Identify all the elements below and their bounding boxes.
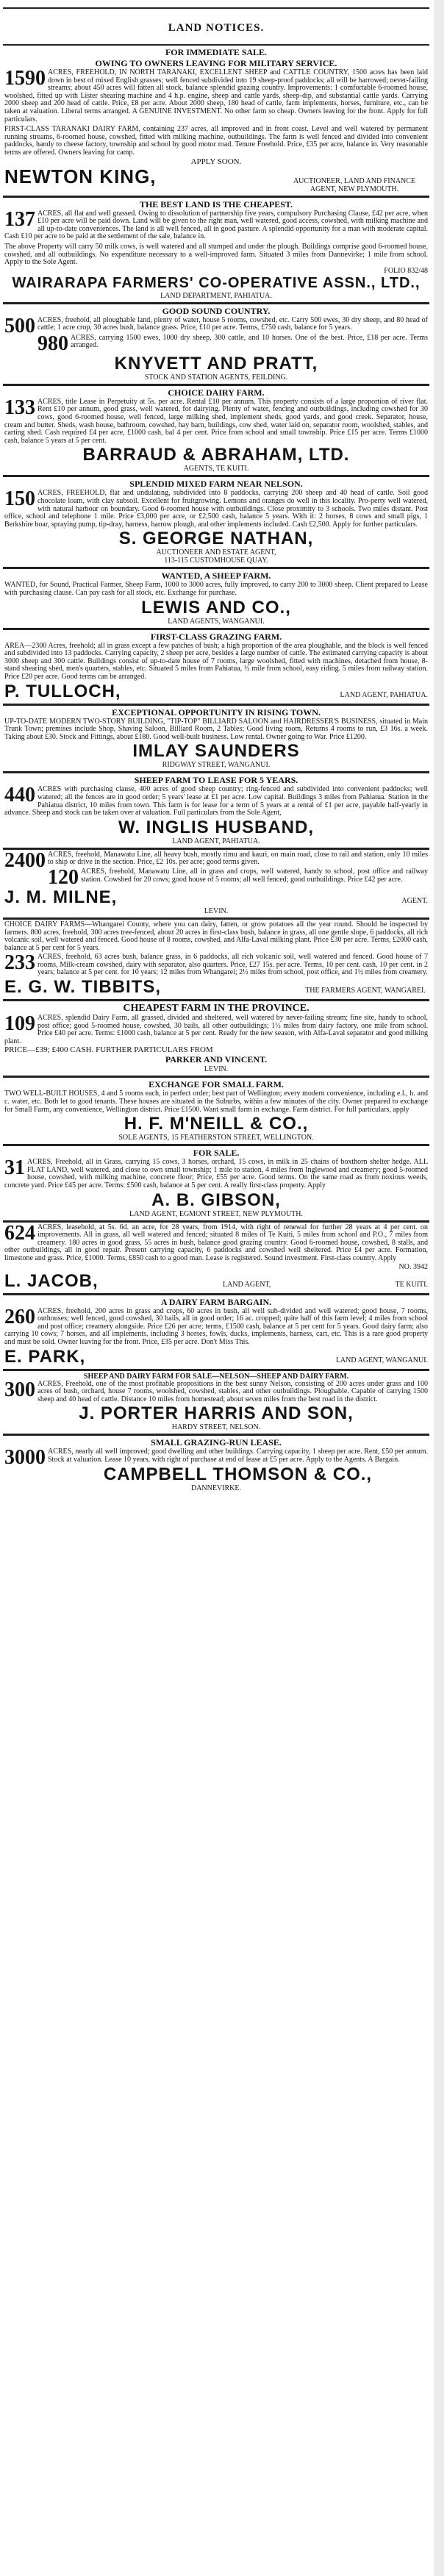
firm-description: AUCTIONEER AND ESTATE AGENT, bbox=[156, 548, 276, 557]
acreage-figure: 624 bbox=[4, 1221, 35, 1245]
acreage-figure: 137 bbox=[4, 207, 35, 231]
ad-body bbox=[4, 487, 428, 529]
ad-lewis-co bbox=[3, 569, 429, 629]
ad-body-text: ACRES, title Lease in Perpetuity at 5s. per acre. Rental £10 per annum. This property consists of a large proportion of river flat. Rent £10 per annum, good grass, well watered, for dairying. Plenty of water, fencing and outbuildings, including cowshed for 30 cows, good 6-roomed house, well fenced, large milking shed, implement sheds, good yards, and good creek. Separator, house, cream and butter. Sheds, wash house, bathroom, cowshed, hay barn, buildings, cow shed, water laid on, separator room, woolshed, stables, and carting shed. Cash required £4 per acre, £1000 cash, bal 4 per cent. Price from school and small township. Price £15 per acre. Terms £1000 cash, balance 5 years at 5 per cent. bbox=[4, 397, 428, 445]
ad-heading: A DAIRY FARM BARGAIN. bbox=[160, 1296, 272, 1307]
firm-description: LAND AGENT, bbox=[222, 1280, 271, 1289]
ad-body-text: ACRES, leasehold, at 5s. 6d. an acre, for 28 years, from 1914, with right of renewal for further 28 years at 4 per cent. on improvements. All in grass, all well watered and fenced; situated 8 miles of Te Kuiti, 5 miles from school and P.O., 7 miles from creamery. 180 acres in good grass, 55 acres in bush, balance good grazing country. Good 6-roomed house, cowshed, 8 stalls, and other outbuildings, all in good repair. Present carrying capacity, 6 paddocks and cowshed well sheltered. Price £4 per acre. Formation, limestone and grass. Price, £1000. Terms, £850 cash to a good man. Lease is registered. Sound investment. First-class country. Apply bbox=[4, 1223, 428, 1262]
firm-name: IMLAY SAUNDERS bbox=[132, 741, 300, 762]
price-line: PRICE—£39; £400 CASH. FURTHER PARTICULARS FROM bbox=[4, 1045, 213, 1055]
ad-imlay-saunders bbox=[3, 706, 429, 774]
firm-description: LAND AGENT, PAHIATUA. bbox=[340, 690, 428, 699]
firm-name: E. PARK, bbox=[4, 1346, 86, 1367]
firm-name: LEWIS AND CO., bbox=[141, 597, 291, 618]
firm-description: LAND AGENT, WANGANUI. bbox=[335, 1356, 428, 1364]
acreage-figure: 150 bbox=[4, 487, 35, 511]
newspaper-column bbox=[3, 0, 429, 2576]
ad-subheading: OWING TO OWNERS LEAVING FOR MILITARY SERVICE. bbox=[95, 58, 337, 68]
ad-body: WANTED, for Sound, Practical Farmer, Sheep Farm, 1000 to 3000 acres, fully improved, to carry 200 to 3000 sheep. Client prepared to Lease with purchasing clause. Can pay cash for all stock, etc. Exchange for purchase. bbox=[4, 581, 428, 597]
ad-jacob bbox=[3, 1223, 429, 1295]
firm-row bbox=[4, 887, 428, 907]
firm-description: LAND AGENT, PAHIATUA. bbox=[172, 837, 260, 845]
ad-heading: GOOD SOUND COUNTRY. bbox=[162, 305, 271, 316]
firm-name: WAIRARAPA FARMERS' CO-OPERATIVE ASSN., LTD., bbox=[12, 274, 421, 291]
firm-town: LEVIN. bbox=[204, 906, 229, 915]
ad-body-text: ACRES, splendid Dairy Farm, all grassed, divided and sheltered, well watered by never-failing stream; fine site, handy to school, post office; good 5-roomed house, cowshed, 30 bails, all other outbuildings; 1½ miles from dairy factory, one mile from school. Price £40 per acre. Terms: £1000 cash, balance at 5 per cent. Ready for the new season, with Alfa-Laval separator and good milking plant. bbox=[4, 1014, 428, 1045]
firm-name: W. INGLIS HUSBAND, bbox=[118, 817, 314, 837]
firm-address: 113-115 CUSTOMHOUSE QUAY. bbox=[164, 557, 268, 565]
firm-description: STOCK AND STATION AGENTS, FEILDING. bbox=[144, 373, 288, 382]
firm-row bbox=[4, 1271, 428, 1291]
firm-row bbox=[4, 977, 428, 997]
ad-heading: FOR IMMEDIATE SALE. bbox=[165, 47, 268, 57]
ad-tibbits bbox=[3, 920, 429, 1001]
ad-body-text: ACRES, FREEHOLD, flat and undulating, subdivided into 8 paddocks, carrying 200 sheep and 40 head of cattle. Soil good chocolate loam, with clay subsoil. Excellent for fruitgrowing. Lemons and oranges do well in this locality. Pro-perty well watered, with natural harbour on boundary. Good 6-roomed house with outbuildings. Close proximity to 3 schools. Two miles distant. Post office, school and telephone 1 mile. Price £3,000 per acre, or £2,500 cash, balance 5 years. With it: 2 horses, 8 cows and small pigs, 1 Berkshire boar, spraying pump, tip-dray, harness, harrow plough, and other implements included. Cash £2,500. Apply for further particulars. bbox=[4, 489, 428, 529]
firm-description: AGENTS, TE KUITI. bbox=[183, 465, 249, 473]
acreage-figure: 3000 bbox=[4, 1446, 46, 1470]
firm-name: E. G. W. TIBBITS, bbox=[4, 977, 162, 998]
folio-ref: FOLIO 832/48 bbox=[384, 266, 428, 275]
ad-heading: THE BEST LAND IS THE CHEAPEST. bbox=[139, 198, 293, 210]
ad-wairarapa bbox=[3, 198, 429, 304]
ad-body bbox=[4, 1012, 428, 1045]
firm-town: TE KUITI. bbox=[395, 1280, 428, 1289]
ad-body bbox=[4, 69, 428, 124]
ad-body-secondary bbox=[4, 865, 428, 889]
firm-description: LAND AGENTS, WANGANUI. bbox=[168, 617, 265, 626]
ad-gibson bbox=[3, 1146, 429, 1222]
ad-body: CHOICE DAIRY FARMS—Whangarei County, where you can dairy, fatten, or grow potatoes all the year round. Should be inspected by farmers. 800 acres, freehold, 300 acres tree-fenced, about 20 acres in first-class bush, balance in grass, all one gentle slope, 6 paddocks, all rich volcanic soil, well watered and fenced. Good house of 8 rooms, cowshed, and Alfa-Laval milking plant. Price £30 per acre. Terms, £2000 cash, balance at 5 per cent for 5 years. bbox=[4, 920, 428, 952]
ad-heading: CHOICE DAIRY FARM. bbox=[168, 387, 265, 398]
ad-body bbox=[4, 1378, 428, 1404]
firm-row bbox=[4, 166, 428, 193]
ad-body-text: ACRES, all flat and well grassed. Owing to dissolution of partnership five years, compulsory Purchasing Clause, £42 per acre, when £10 per acre will be paid down. Land will be given to the right man, well watered, good access, cowshed, with milking machine and all up-to-date conveniences. The land is all well fenced, all in good pasture. A splendid opportunity for a man with moderate capital. Cash £10 per acre to be paid at the settlement of the sale, balance in. bbox=[4, 209, 429, 241]
ad-mneill bbox=[3, 1078, 429, 1146]
firm-town: DANNEVIRKE. bbox=[190, 1484, 242, 1492]
acreage-figure: 120 bbox=[48, 865, 79, 889]
ad-body-text: ACRES, FREEHOLD, IN NORTH TARANAKI, EXCELLENT SHEEP and CATTLE COUNTRY, 1500 acres has been laid down in best of mixed English grasses; well fenced subdivided into 19 sheep-proof paddocks; all will be harrowed; never-failing streams; about 450 acres will fatten all stock, balance splendid grazing country. Improvements: 1 comfortable 6-roomed house, woolshed, fitted up with Lister shearing machine and 4 h.p. engine, sheep and cattle yards, sheep-dip, and substantial cattle yards. Carrying 2000 sheep and 200 head of cattle. Price, £8 per acre. About 2000 sheep, 180 head of cattle, farm implements, horses, furniture, etc., can be taken at valuation. Liberal terms arranged. A GENUINE INVESTMENT. No other farm so cheap. Owners leaving for the front. Apply for full particulars. bbox=[4, 68, 428, 124]
ad-park bbox=[3, 1295, 429, 1371]
firm-name: BARRAUD & ABRAHAM, LTD. bbox=[82, 445, 350, 465]
firm-description: THE FARMERS AGENT, WANGAREI. bbox=[305, 987, 426, 995]
ad-barraud-abraham bbox=[3, 386, 429, 478]
ad-tulloch bbox=[3, 630, 429, 706]
ad-heading: SHEEP AND DAIRY FARM FOR SALE—NELSON—SHEEP AND DAIRY FARM. bbox=[83, 1372, 349, 1381]
acreage-figure: 109 bbox=[4, 1012, 35, 1036]
ad-body bbox=[4, 207, 429, 241]
ad-newton-king bbox=[3, 46, 429, 198]
firm-address: HARDY STREET, NELSON. bbox=[171, 1423, 261, 1432]
firm-description: AGENT. bbox=[401, 896, 428, 905]
firm-description: AUCTIONEER, LAND AND FINANCE AGENT, NEW PLYMOUTH. bbox=[293, 176, 416, 193]
ad-george-nathan bbox=[3, 477, 429, 569]
ad-body bbox=[4, 786, 428, 817]
acreage-figure: 980 bbox=[37, 332, 68, 355]
acreage-figure: 440 bbox=[4, 784, 35, 807]
acreage-figure: 2400 bbox=[4, 848, 46, 872]
ad-body-text: ACRES with purchasing clause, 400 acres of good sheep country; ring-fenced and subdivided into convenient paddocks; well watered; all the fences are in good order; 5 years' lease at £1 per acre. Low capital. Buildings 3 miles from Pahiatua. Station in the Pahiatua district, 10 miles from town. This farm is for lease for a term of 5 years at a rental of £1 per acre, payable half-yearly in advance. Sheep and stock can be taken over at valuation. Full particulars from the Sole Agent, bbox=[4, 785, 428, 817]
ad-body bbox=[4, 1221, 428, 1263]
ad-milne bbox=[3, 850, 429, 920]
acreage-figure: 31 bbox=[4, 1156, 25, 1180]
ad-heading: SMALL GRAZING-RUN LEASE. bbox=[151, 1437, 282, 1448]
ad-body-secondary bbox=[4, 951, 428, 977]
firm-name: L. JACOB, bbox=[4, 1270, 99, 1291]
ad-body: AREA—2300 Acres, freehold; all in grass except a few patches of bush; a high proportion of the area ploughable, and the block is well fenced and subdivided into 13 paddocks. Carrying capacity, 2 sheep per acre, besides a large number of cattle. The estimated carrying capacity is about 3000 sheep and 300 cattle. Buildings consist of up-to-date house of 7 rooms, large woolshed, fitted with machines, detached from house, 8-stand shearing shed, men's quarters, stables, etc. Situated 5 miles from Pahiatua, ½ mile from school, easy riding. 5 miles from railway station. Price £20 per acre. Good terms can be arranged. bbox=[4, 641, 428, 681]
firm-name: PARKER AND VINCENT. bbox=[165, 1054, 268, 1065]
firm-name: CAMPBELL THOMSON & CO., bbox=[103, 1464, 373, 1484]
acreage-figure: 133 bbox=[4, 396, 35, 419]
firm-department: LAND DEPARTMENT, PAHIATUA. bbox=[160, 291, 272, 300]
firm-name: A. B. GIBSON, bbox=[151, 1189, 281, 1210]
acreage-figure: 300 bbox=[4, 1378, 35, 1401]
section-header: LAND NOTICES. bbox=[3, 7, 429, 46]
ad-heading: SPLENDID MIXED FARM NEAR NELSON. bbox=[129, 479, 303, 490]
acreage-figure: 233 bbox=[4, 951, 35, 975]
ad-body: UP-TO-DATE MODERN TWO-STORY BUILDING, "TIP-TOP" BILLIARD SALOON and HAIRDRESSER'S BUSINESS, situated in Main Trunk Town; premises include Shop, Shaving Saloon, Billiard Room, 2 Tables; Good living room, Returns 4 rooms to run, £3 16s. a week. Taking about £30. Stock and Fittings, about £180. Good well-built business. Low rental. Owner going to War. Price £1200. bbox=[4, 717, 428, 741]
ad-body-text: ACRES, freehold, 63 acres bush, balance grass, in 6 paddocks, all rich volcanic soil, well watered and fenced. Good house of 7 rooms, Milk-cream cowshed, dairy with separator, also quarters. Price, £27 15s. per acre. Terms, 10 per cent. cash, 10 per cent. in 2 years; balance at 5 per cent. for 10 years; 12 miles from Whangarei; 2½ miles from school, post office, and 1½ miles from creamery. bbox=[37, 953, 428, 977]
ad-body bbox=[4, 848, 428, 872]
ad-body bbox=[4, 1305, 428, 1347]
ad-body-text: ACRES, carrying 1500 ewes, 1000 dry sheep, 300 cattle, and 10 horses. One of the best. Price, £18 per acre. Terms arranged. bbox=[71, 333, 428, 350]
ad-knyvett-pratt bbox=[3, 304, 429, 386]
reference-number: NO. 3942 bbox=[398, 1262, 428, 1271]
firm-row bbox=[4, 1347, 428, 1367]
ad-body bbox=[4, 1156, 428, 1189]
ad-body-text: ACRES, Freehold, one of the most profitable propositions in the best sunny Nelson, consisting of 200 acres under grass and 100 acres of bush, orchard, house 7 rooms, woolshed, cowshed, stables, and other outbuildings. Ploughable. Capable of carrying 1500 sheep and 40 head of cattle. Distance 10 miles from homestead; about seven miles from the best road in the district. bbox=[37, 1379, 428, 1403]
ad-campbell-thomson bbox=[3, 1436, 429, 1494]
ad-body-secondary: The above Property will carry 50 milk cows, is well watered and all stumped and under the plough. Buildings comprise good 6-roomed house, cowshed, and all outbuildings. No expenditure necessary to a well-improved farm. Situated 3 miles from Dannevirke; 1 mile from school. Apply to the Sole Agent. bbox=[4, 242, 428, 267]
firm-name: NEWTON KING, bbox=[4, 165, 157, 187]
firm-town: LEVIN. bbox=[204, 1065, 229, 1074]
firm-name: P. TULLOCH, bbox=[4, 681, 121, 701]
ad-heading: FIRST-CLASS GRAZING FARM. bbox=[150, 631, 282, 642]
ad-porter-harris bbox=[3, 1371, 429, 1437]
firm-name: J. PORTER HARRIS AND SON, bbox=[79, 1403, 354, 1424]
ad-body bbox=[4, 398, 428, 446]
page-edge-shadow bbox=[434, 0, 444, 2576]
ad-heading: FOR SALE. bbox=[193, 1148, 240, 1159]
acreage-figure: 500 bbox=[4, 314, 35, 337]
ad-body-secondary: FIRST-CLASS TARANAKI DAIRY FARM, containing 237 acres, all improved and in front coast. Level and well watered by permanent running streams, 6-roomed house, cowshed, fitted with milking machine, outbuildings. The farm is well fenced and divided into convenient paddocks, handy to cheese factory, township and school by good motor road. Tenure Freehold. Price, £35 per acre, balance in. Very reasonable terms are offered. Owners leaving for camp. bbox=[4, 125, 428, 157]
ad-body bbox=[4, 1446, 428, 1470]
ad-heading: EXCHANGE FOR SMALL FARM. bbox=[149, 1079, 284, 1090]
ad-body: TWO WELL-BUILT HOUSES, 4 and 5 rooms each, in perfect order; best part of Wellington; every modern convenience, including e.l., h. and c. water, etc. Both let to good tenants. These houses are situated in the Suburbs, within a few minutes of the city. Owner prepared to exchange for Small Farm, any convenience, Wellington district. Price £1500. Want small farm in exchange. Farm district. For full particulars, apply bbox=[4, 1090, 428, 1114]
firm-name: H. F. M'NEILL & CO., bbox=[124, 1114, 309, 1134]
firm-name: S. GEORGE NATHAN, bbox=[118, 529, 314, 549]
ad-body-text: ACRES, freehold, Manawatu Line, all in grass and crops, well watered, handy to school, post office and railway station. Cowshed for 20 cows; good house of 5 rooms; all well fenced; good outbuildings. Price £42 per acre. bbox=[81, 867, 428, 884]
firm-name: J. M. MILNE, bbox=[4, 887, 118, 907]
firm-name: KNYVETT AND PRATT, bbox=[114, 353, 318, 373]
ad-body-text: ACRES, freehold, Manawatu Line, all heavy bush, mostly rimu and kauri, on main road, close to rail and station, only 10 miles to ship or drive in the section. Price, £2 10s. per acre; good terms given. bbox=[48, 850, 428, 867]
firm-address: LAND AGENT, EGMONT STREET, NEW PLYMOUTH. bbox=[129, 1209, 304, 1218]
firm-address: RIDGWAY STREET, WANGANUI. bbox=[162, 761, 271, 770]
ad-body-text: ACRES, freehold, 200 acres in grass and crops, 60 acres in bush, all well sub-divided and well watered; good house, 7 rooms, outhouses; well fenced, good cowshed, 30 bails, all in good order; 16 ac. cropped; quite half of this farm level; 4 miles from school and post office; creamery alongside. Price £26 per acre; terms, £1500 cash, balance at 5 per cent for 5 years. Good dairy farm; also carrying 10 cows; 7 horses, and all implements, including 3 horses, fowls, ducks, implements, harness, cart, etc. This is a rare good property and must be sold. Owner leaving for the front. Price, £35 per acre. Don't Miss This. bbox=[4, 1306, 428, 1346]
ad-body-secondary bbox=[4, 332, 428, 355]
ad-heading: SHEEP FARM TO LEASE FOR 5 YEARS. bbox=[134, 775, 298, 786]
acreage-figure: 260 bbox=[4, 1305, 35, 1328]
apply-line: APPLY SOON. bbox=[190, 157, 242, 166]
ad-body-text: ACRES, freehold, all ploughable land, plenty of water, house 5 rooms, cowshed, etc. Carry 500 ewes, 30 dry sheep, and 80 head of cattle; 1 acre crop, 30 acres bush, balance grass. Price, £10 per acre. Terms, £750 cash, balance for 5 years. bbox=[37, 315, 428, 332]
firm-address: SOLE AGENTS, 15 FEATHERSTON STREET, WELLINGTON. bbox=[118, 1134, 314, 1142]
ad-body-text: ACRES, Freehold, all in Grass, carrying 15 cows, 3 horses, orchard, 15 cows, in milk in 25 chains of boxthorn shelter hedge. ALL FLAT LAND, well watered, and close to own small township; 1 mile to station, 4 miles from Inglewood and creamery; good 5-roomed house, cowshed, with milking machine, concrete floor; Price, £55 per acre. Good terms. On the same road as from noxious weeds, concrete yard. Price £45 per acre. Terms: £500 cash, balance at 5 per cent. A really first-class property. Apply bbox=[4, 1158, 428, 1189]
ad-heading: WANTED, A SHEEP FARM. bbox=[161, 570, 271, 582]
ad-heading: EXCEPTIONAL OPPORTUNITY IN RISING TOWN. bbox=[112, 706, 321, 718]
ad-body-text: ACRES, nearly all well improved; good dwelling and other buildings. Carrying capacity, 1 sheep per acre. Rent, £50 per annum. Stock at valuation. Lease 10 years, with right of purchase at end of lease at £5 per acre. Apply to the Agents. A Bargain. bbox=[48, 1448, 428, 1464]
firm-row bbox=[4, 681, 428, 701]
ad-parker-vincent bbox=[3, 1001, 429, 1078]
ad-body bbox=[4, 314, 428, 337]
ad-heading: CHEAPEST FARM IN THE PROVINCE. bbox=[123, 1003, 310, 1015]
acreage-figure: 1590 bbox=[4, 67, 46, 90]
ad-inglis-husband bbox=[3, 773, 429, 849]
